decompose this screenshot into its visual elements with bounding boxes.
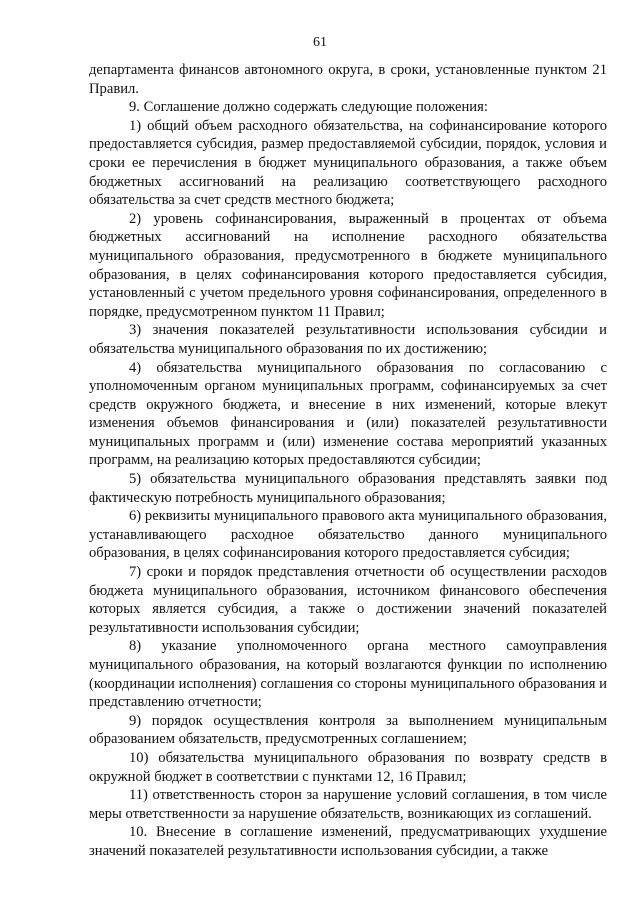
paragraph: 5) обязательства муниципального образования представлять заявки под фактическую потребность муниципального образования; (89, 471, 607, 506)
paragraph: 10) обязательства муниципального образования по возврату средств в окружной бюджет в соответствии с пунктами 12, 16 Правил; (89, 749, 607, 785)
page-number: 61 (313, 35, 327, 50)
paragraph: департамента финансов автономного округа, в сроки, установленные пунктом 21 Правил. (89, 62, 607, 97)
paragraph: 7) сроки и порядок представления отчетности об осуществлении расходов бюджета муниципального образования, источником финансового обеспечения которых является субсидия, а также о достижении значений показателей результативности использования субсидии; (89, 564, 607, 636)
paragraph: 9) порядок осуществления контроля за выполнением муниципальным образованием обязательств, предусмотренных соглашением; (89, 712, 607, 748)
paragraph: 1) общий объем расходного обязательства, на софинансирование которого предоставляется субсидия, размер предоставляемой субсидии, порядок, условия и сроки ее перечисления в бюджет муниципального образования, а также объем бюджетных ассигнований на реализацию соответствующего расходного обязательства за счет средств местного бюджета; (89, 117, 607, 209)
paragraph: 4) обязательства муниципального образования по согласованию с уполномоченным органом муниципальных программ, софинансируемых за счет средств окружного бюджета, и внесение в них изменений, которые влекут изменения объемов финансирования и (или) показателей результативности муниципальных программ и (или) изменение состава мероприятий указанных программ, на реализацию которых предоставляются субсидии; (89, 359, 607, 469)
document-body (89, 61, 607, 861)
paragraph: 11) ответственность сторон за нарушение условий соглашения, в том числе меры ответственности за нарушение обязательств, возникающих из соглашений. (89, 787, 607, 822)
paragraph: 9. Соглашение должно содержать следующие положения: (129, 99, 488, 116)
paragraph: 2) уровень софинансирования, выраженный в процентах от объема бюджетных ассигнований на исполнение расходного обязательства муниципального образования, предусмотренного в бюджете муниципального образования, в целях софинансирования которого предоставляется субсидия, установленный с учетом предельного уровня софинансирования, определенного в порядке, предусмотренном пунктом 11 Правил; (89, 210, 607, 320)
paragraph: 6) реквизиты муниципального правового акта муниципального образования, устанавливающего расходное обязательство данного муниципального образования, в целях софинансирования которого предоставляется субсидия; (89, 508, 607, 562)
paragraph: 8) указание уполномоченного органа местного самоуправления муниципального образования, на который возлагаются функции по исполнению (координации исполнения) соглашения со стороны муниципального образования и представлению отчетности; (89, 638, 607, 711)
paragraph: 10. Внесение в соглашение изменений, предусматривающих ухудшение значений показателей результативности использования субсидии, а также (89, 824, 607, 859)
paragraph: 3) значения показателей результативности использования субсидии и обязательства муниципального образования по их достижению; (89, 322, 607, 357)
